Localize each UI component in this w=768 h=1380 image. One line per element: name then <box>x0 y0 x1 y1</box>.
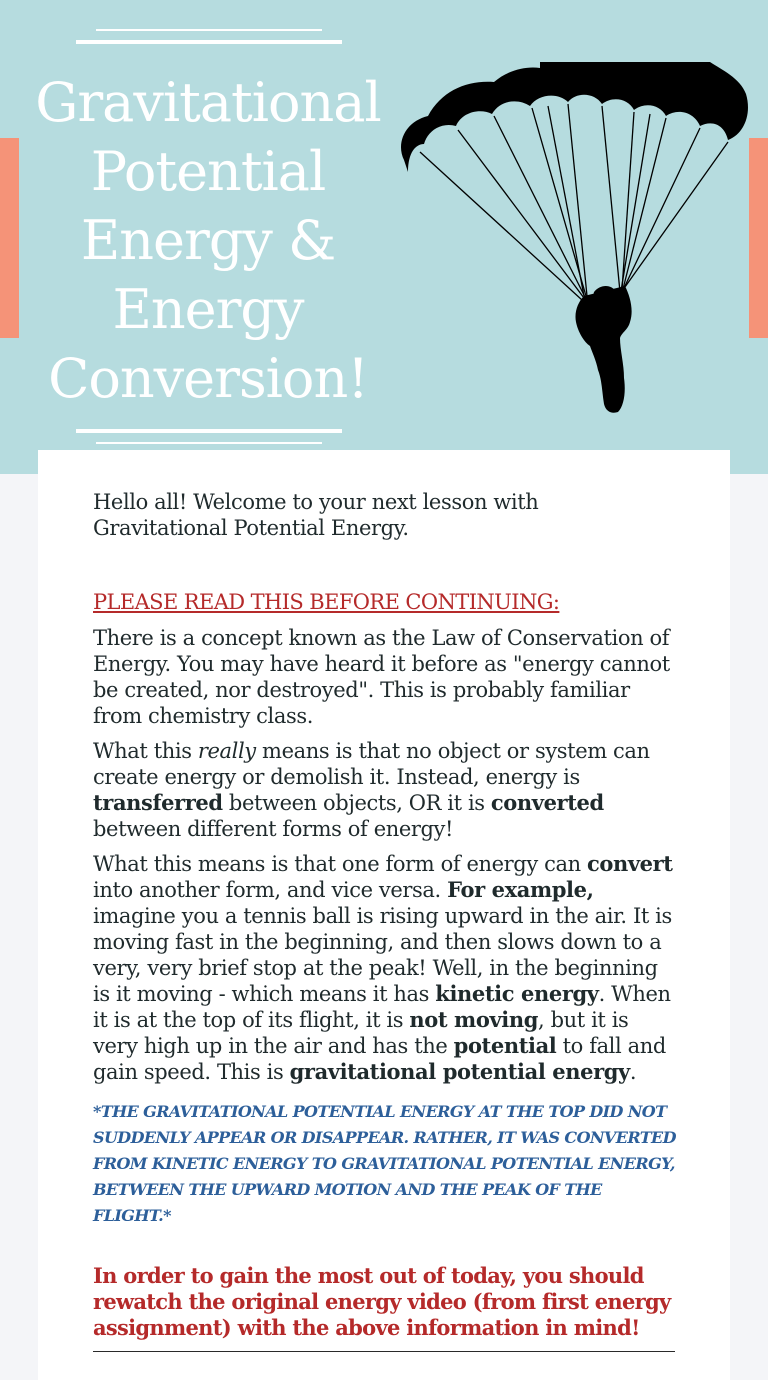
term-not-moving: not moving <box>409 1007 539 1032</box>
title-line: Conversion! <box>48 347 368 410</box>
text-run: What this means is that one form of energy can <box>93 852 587 876</box>
text-run: , but it is very high up in the air and has the <box>93 1008 629 1058</box>
parachutist-illustration <box>398 60 750 416</box>
title-line: Energy & <box>80 209 336 272</box>
rewatch-callout: In order to gain the most out of today, you should rewatch the original energy video (from first energy assignment) with the above information in mind! <box>93 1263 671 1340</box>
text-run: into another form, and vice versa. <box>93 878 448 902</box>
text-run: imagine you a tennis ball is rising upward in the air. It is moving fast in the beginning, and then slows down to a very, very brief stop at the peak! Well, in the beginning is it moving - which means it has <box>93 904 672 1006</box>
conservation-paragraph: There is a concept known as the Law of Conservation of Energy. You may have heard it before as "energy cannot be created, nor destroyed". This is probably familiar from chemistry class. <box>93 626 670 728</box>
conversion-note: *THE GRAVITATIONAL POTENTIAL ENERGY AT THE TOP DID NOT SUDDENLY APPEAR OR DISAPPEAR. RATHER, IT WAS CONVERTED FROM KINETIC ENERGY TO GRAVITATIONAL POTENTIAL ENERGY, BETWEEN THE UPWARD MOTION AND THE PEAK OF THE FLIGHT.* <box>93 1102 676 1225</box>
section-divider <box>93 1351 675 1352</box>
accent-bar-right <box>749 138 768 338</box>
text-run: to fall and gain speed. This is <box>93 1034 666 1084</box>
term-gpe: gravitational potential energy <box>289 1059 630 1084</box>
text-run: between objects, OR it is <box>222 791 491 815</box>
title-line: Gravitational <box>35 71 381 134</box>
intro-text: Hello all! Welcome to your next lesson with Gravitational Potential Energy. <box>93 490 539 540</box>
parachutist-figure <box>575 286 631 413</box>
text-run: . When it is at the top of its flight, it is <box>93 982 671 1032</box>
accent-bar-left <box>0 138 19 338</box>
emphasis-really: really <box>197 739 256 763</box>
title-rule-bottom-thick <box>76 429 342 433</box>
text-run: What this <box>93 739 198 763</box>
text-run: . <box>629 1060 637 1084</box>
parachute-lines <box>420 104 728 300</box>
text-run: between different forms of energy! <box>93 817 454 841</box>
page-title <box>18 68 398 413</box>
term-potential: potential <box>453 1033 557 1058</box>
term-kinetic-energy: kinetic energy <box>435 981 599 1006</box>
meaning-paragraph <box>93 738 678 842</box>
lesson-content <box>93 489 678 1352</box>
title-line: Energy <box>112 278 304 341</box>
hero-banner <box>0 0 768 474</box>
parachute-canopy <box>401 62 748 172</box>
example-paragraph <box>93 851 678 1085</box>
term-convert: convert <box>586 851 673 876</box>
term-converted: converted <box>490 790 604 815</box>
title-line: Potential <box>90 140 326 203</box>
warning-heading: PLEASE READ THIS BEFORE CONTINUING: <box>93 590 560 614</box>
title-rule-top-thick <box>76 40 342 44</box>
title-rule-top-thin <box>96 29 322 31</box>
term-for-example: For example, <box>447 877 594 902</box>
term-transferred: transferred <box>93 790 223 815</box>
title-rule-bottom-thin <box>96 442 322 444</box>
text-run: means is that no object or system can create energy or demolish it. Instead, energy is <box>93 739 650 789</box>
